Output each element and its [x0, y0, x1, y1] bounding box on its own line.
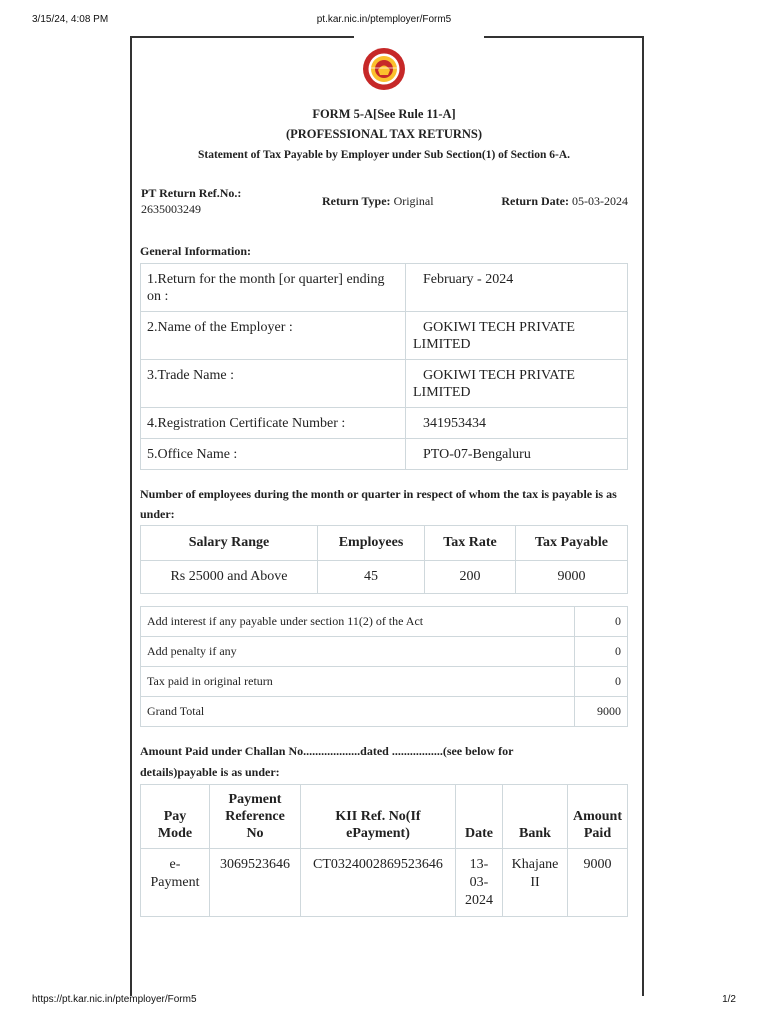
addition-value: 0	[575, 607, 628, 637]
general-info-value-text: GOKIWI TECH PRIVATE	[423, 368, 575, 383]
column-header-amount	[568, 785, 628, 849]
header-text: Paid	[583, 826, 612, 841]
general-info-value-text: February - 2024	[423, 272, 514, 287]
return-type-label: Return Type:	[322, 194, 391, 208]
table-cell: 9000	[516, 561, 628, 594]
general-info-value-text: GOKIWI TECH PRIVATE	[423, 320, 575, 335]
table-cell-bank	[503, 849, 568, 917]
return-date	[501, 194, 628, 209]
table-row	[141, 607, 628, 637]
general-info-table	[140, 263, 628, 470]
return-date-label: Return Date:	[501, 194, 569, 208]
table-row	[141, 561, 628, 594]
addition-value: 0	[575, 667, 628, 697]
table-cell: 200	[425, 561, 516, 594]
general-info-value	[406, 408, 628, 439]
header-text: KII Ref. No(If	[335, 809, 421, 824]
return-type-value: Original	[393, 194, 434, 208]
table-row	[141, 667, 628, 697]
additions-table	[140, 606, 628, 727]
employees-table	[140, 525, 628, 594]
form-title-line2: (PROFESSIONAL TAX RETURNS)	[285, 127, 483, 141]
general-info-key: 1.Return for the month [or quarter] ending on :	[141, 264, 406, 312]
general-info-value	[406, 360, 628, 408]
print-url: pt.kar.nic.in/ptemployer/Form5	[316, 14, 452, 25]
table-cell-kii-ref: CT0324002869523646	[301, 849, 456, 917]
column-header-date: Date	[456, 785, 503, 849]
column-header-kii-ref	[301, 785, 456, 849]
general-info-value-text: 341953434	[423, 416, 486, 431]
table-row	[141, 360, 628, 408]
cell-text: II	[530, 875, 540, 890]
return-reference-row	[140, 186, 628, 222]
table-row	[141, 637, 628, 667]
addition-label: Add interest if any payable under section 11(2) of the Act	[141, 607, 575, 637]
general-info-key: 2.Name of the Employer :	[141, 312, 406, 360]
challan-heading-line2: details)payable is as under:	[140, 765, 280, 779]
payment-table	[140, 784, 628, 917]
header-text: No	[246, 826, 264, 841]
table-cell-date	[456, 849, 503, 917]
form-title	[140, 104, 628, 166]
general-info-value	[406, 312, 628, 360]
header-text: Mode	[157, 826, 193, 841]
print-header	[32, 14, 736, 34]
column-header-payment-ref	[210, 785, 301, 849]
print-page-number: 1/2	[722, 994, 736, 1005]
print-datetime: 3/15/24, 4:08 PM	[32, 14, 109, 25]
addition-label: Add penalty if any	[141, 637, 575, 667]
table-cell-payment-ref: 3069523646	[210, 849, 301, 917]
table-row	[141, 312, 628, 360]
header-text: Pay	[163, 809, 187, 824]
employees-heading: Number of employees during the month or quarter in respect of whom the tax is payable is as under:	[140, 487, 617, 521]
cell-text: Payment	[150, 875, 200, 890]
grand-total-value: 9000	[575, 697, 628, 727]
general-info-value-text: PTO-07-Bengaluru	[423, 447, 531, 462]
grand-total-label: Grand Total	[141, 697, 575, 727]
table-row	[141, 697, 628, 727]
pt-return-ref	[141, 186, 241, 217]
karnataka-emblem-icon	[361, 46, 407, 92]
print-footer-url: https://pt.kar.nic.in/ptemployer/Form5	[32, 994, 197, 1005]
table-cell-amount: 9000	[568, 849, 628, 917]
table-row	[141, 408, 628, 439]
general-info-value-text: LIMITED	[413, 337, 471, 352]
addition-label: Tax paid in original return	[141, 667, 575, 697]
cell-text: 2024	[465, 893, 493, 908]
table-row	[141, 439, 628, 470]
table-row	[141, 849, 628, 917]
column-header: Tax Rate	[425, 526, 516, 561]
addition-value: 0	[575, 637, 628, 667]
frame-top-rule-left	[132, 36, 354, 38]
column-header: Salary Range	[141, 526, 318, 561]
column-header: Employees	[318, 526, 425, 561]
general-info-key: 3.Trade Name :	[141, 360, 406, 408]
general-info-key: 4.Registration Certificate Number :	[141, 408, 406, 439]
challan-heading	[140, 741, 628, 783]
header-text: Reference	[225, 809, 285, 824]
column-header: Tax Payable	[516, 526, 628, 561]
general-info-value	[406, 264, 628, 312]
form-content	[140, 44, 628, 917]
header-text: Amount	[572, 809, 622, 824]
table-header-row	[141, 526, 628, 561]
pt-return-ref-label: PT Return Ref.No.:	[141, 186, 242, 200]
header-text: ePayment)	[346, 826, 410, 841]
table-row	[141, 264, 628, 312]
pt-return-ref-value: 2635003249	[141, 202, 201, 216]
cell-text: 03-	[469, 875, 489, 890]
general-info-key: 5.Office Name :	[141, 439, 406, 470]
form-title-line1: FORM 5-A[See Rule 11-A]	[312, 107, 456, 121]
column-header-bank: Bank	[503, 785, 568, 849]
cell-text: Khajane	[511, 857, 559, 872]
return-type	[322, 194, 434, 209]
frame-top-rule-right	[484, 36, 642, 38]
general-info-value	[406, 439, 628, 470]
cell-text: e-	[169, 857, 181, 872]
cell-text: 13-	[469, 857, 489, 872]
header-text: Payment	[228, 792, 282, 807]
column-header-pay-mode	[141, 785, 210, 849]
print-footer	[32, 994, 736, 1010]
table-cell-pay-mode	[141, 849, 210, 917]
general-info-heading: General Information:	[140, 244, 251, 258]
table-cell: 45	[318, 561, 425, 594]
general-info-value-text: LIMITED	[413, 385, 471, 400]
table-header-row	[141, 785, 628, 849]
return-date-value: 05-03-2024	[572, 194, 628, 208]
table-cell: Rs 25000 and Above	[141, 561, 318, 594]
form-title-line3: Statement of Tax Payable by Employer under Sub Section(1) of Section 6-A.	[197, 149, 571, 161]
challan-heading-line1: Amount Paid under Challan No...................dated .................(see below for	[140, 744, 514, 758]
